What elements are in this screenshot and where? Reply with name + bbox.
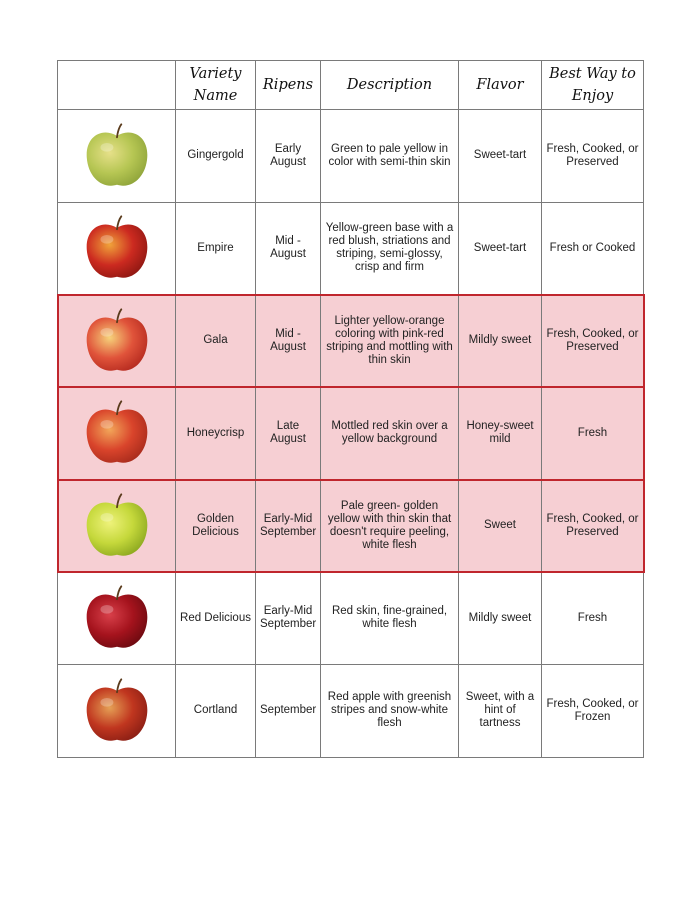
variety-name: Cortland [176,665,256,758]
apple-varieties-sheet [57,60,643,758]
description: Red skin, fine-grained, white flesh [321,572,459,665]
flavor: Sweet [459,480,542,573]
variety-name: Honeycrisp [176,387,256,480]
table-row [58,665,644,758]
description: Mottled red skin over a yellow background [321,387,459,480]
description: Yellow-green base with a red blush, striations and striping, semi-glossy, crisp and firm [321,202,459,295]
best-way-to-enjoy: Fresh [542,387,644,480]
table-row [58,110,644,203]
flavor: Mildly sweet [459,295,542,388]
table-row [58,202,644,295]
red-apple-icon [80,212,154,284]
apple-image-cell [58,480,176,573]
ripens: Early-Mid September [256,572,321,665]
ripens: September [256,665,321,758]
description: Pale green- golden yellow with thin skin that doesn't require peeling, white flesh [321,480,459,573]
variety-name: Gingergold [176,110,256,203]
best-way-to-enjoy: Fresh, Cooked, or Preserved [542,295,644,388]
flavor: Sweet-tart [459,110,542,203]
header-row [58,61,644,110]
variety-name: Empire [176,202,256,295]
table-row [58,480,644,573]
variety-name: Gala [176,295,256,388]
ripens: Mid - August [256,202,321,295]
table-row [58,387,644,480]
header-ripens: Ripens [256,61,321,110]
variety-name: Golden Delicious [176,480,256,573]
flavor: Mildly sweet [459,572,542,665]
best-way-to-enjoy: Fresh, Cooked, or Preserved [542,110,644,203]
ripens: Early-Mid September [256,480,321,573]
apple-image-cell [58,572,176,665]
description: Red apple with greenish stripes and snow-white flesh [321,665,459,758]
yellow-green-apple-icon [80,490,154,562]
best-way-to-enjoy: Fresh or Cooked [542,202,644,295]
apple-image-cell [58,665,176,758]
header-best-way: Best Way to Enjoy [542,61,644,110]
striped-red-apple-icon [80,397,154,469]
ripens: Mid - August [256,295,321,388]
best-way-to-enjoy: Fresh [542,572,644,665]
striped-red-apple-icon [80,675,154,747]
apple-image-cell [58,387,176,480]
description: Green to pale yellow in color with semi-thin skin [321,110,459,203]
dark-red-apple-icon [80,582,154,654]
best-way-to-enjoy: Fresh, Cooked, or Preserved [542,480,644,573]
variety-name: Red Delicious [176,572,256,665]
flavor: Sweet, with a hint of tartness [459,665,542,758]
apple-image-cell [58,295,176,388]
header-variety-name: Variety Name [176,61,256,110]
flavor: Sweet-tart [459,202,542,295]
flavor: Honey-sweet mild [459,387,542,480]
description: Lighter yellow-orange coloring with pink-red striping and mottling with thin skin [321,295,459,388]
ripens: Early August [256,110,321,203]
apple-image-cell [58,202,176,295]
apple-varieties-table [57,60,644,758]
table-row [58,295,644,388]
table-row [58,572,644,665]
apple-image-cell [58,110,176,203]
red-yellow-apple-icon [80,305,154,377]
ripens: Late August [256,387,321,480]
header-image [58,61,176,110]
best-way-to-enjoy: Fresh, Cooked, or Frozen [542,665,644,758]
green-yellow-apple-icon [80,120,154,192]
header-description: Description [321,61,459,110]
header-flavor: Flavor [459,61,542,110]
